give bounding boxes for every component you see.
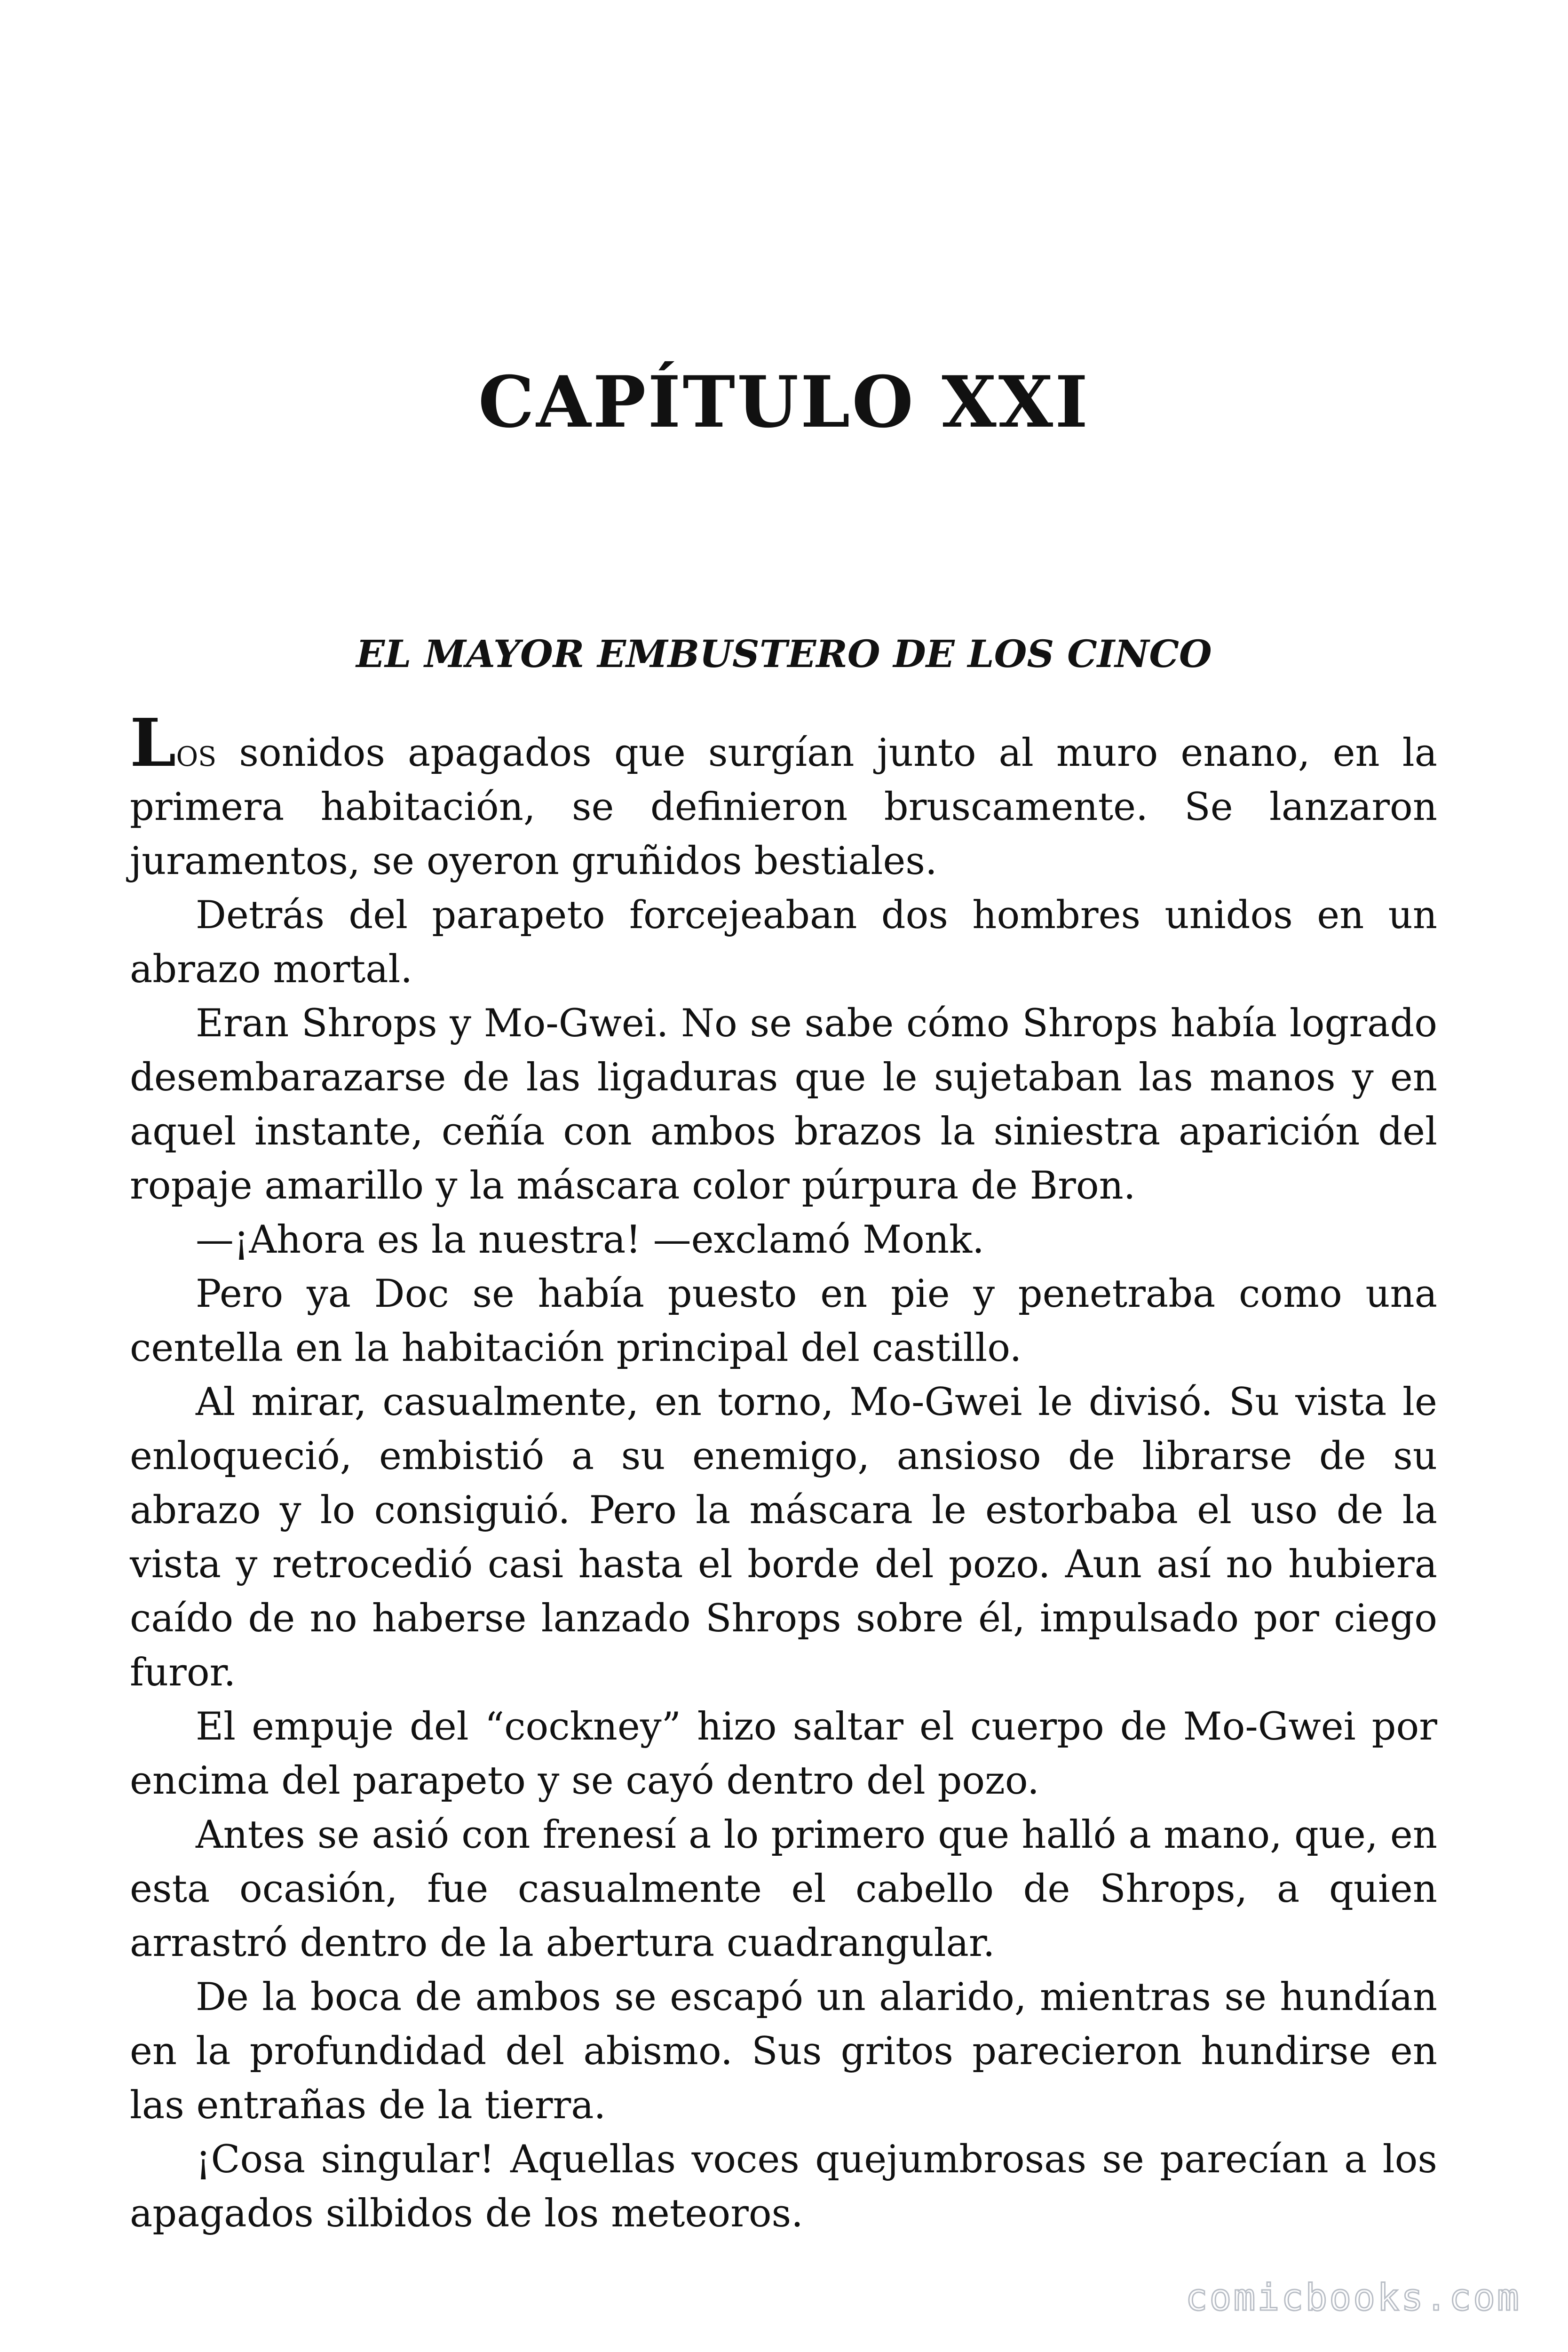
chapter-title: CAPÍTULO XXI <box>478 361 1090 444</box>
small-caps-lead: os <box>176 731 217 775</box>
chapter-subtitle: EL MAYOR EMBUSTERO DE LOS CINCO <box>356 632 1212 676</box>
watermark: comicbooks.com <box>1185 2277 1521 2319</box>
paragraph-5: Pero ya Doc se había puesto en pie y penetraba como una centella en la habitación principal del castillo. <box>130 1272 1437 1370</box>
drop-cap: L <box>130 705 176 782</box>
paragraph-2: Detrás del parapeto forcejeaban dos hombres unidos en un abrazo mortal. <box>130 893 1437 992</box>
paragraph-3: Eran Shrops y Mo-Gwei. No se sabe cómo Shrops había logrado desembarazarse de las ligaduras que le sujetaban las manos y en aquel instante, ceñía con ambos brazos la siniestra aparición del ropaje amarillo y la máscara color púrpura de Bron. <box>130 1001 1437 1208</box>
paragraph-7: El empuje del “cockney” hizo saltar el cuerpo de Mo-Gwei por encima del parapeto y se cayó dentro del pozo. <box>130 1705 1437 1803</box>
paragraph-10: ¡Cosa singular! Aquellas voces quejumbrosas se parecían a los apagados silbidos de los meteoros. <box>130 2137 1437 2236</box>
chapter-body <box>130 705 1437 2241</box>
paragraph-1-text: sonidos apagados que surgían junto al muro enano, en la primera habitación, se definieron bruscamente. Se lanzaron juramentos, se oyeron gruñidos bestiales. <box>130 731 1437 883</box>
paragraph-6: Al mirar, casualmente, en torno, Mo-Gwei le divisó. Su vista le enloqueció, embistió a su enemigo, ansioso de librarse de su abrazo y lo consiguió. Pero la máscara le estorbaba el uso de la vista y retrocedió casi hasta el borde del pozo. Aun así no hubiera caído de no haberse lanzado Shrops sobre él, impulsado por ciego furor. <box>130 1380 1437 1695</box>
paragraph-1 <box>130 705 1437 889</box>
paragraph-9: De la boca de ambos se escapó un alarido, mientras se hundían en la profundidad del abismo. Sus gritos parecieron hundirse en las entrañas de la tierra. <box>130 1975 1437 2128</box>
paragraph-4: —¡Ahora es la nuestra! —exclamó Monk. <box>196 1218 984 1262</box>
paragraph-8: Antes se asió con frenesí a lo primero que halló a mano, que, en esta ocasión, fue casualmente el cabello de Shrops, a quien arrastró dentro de la abertura cuadrangular. <box>130 1813 1437 1965</box>
